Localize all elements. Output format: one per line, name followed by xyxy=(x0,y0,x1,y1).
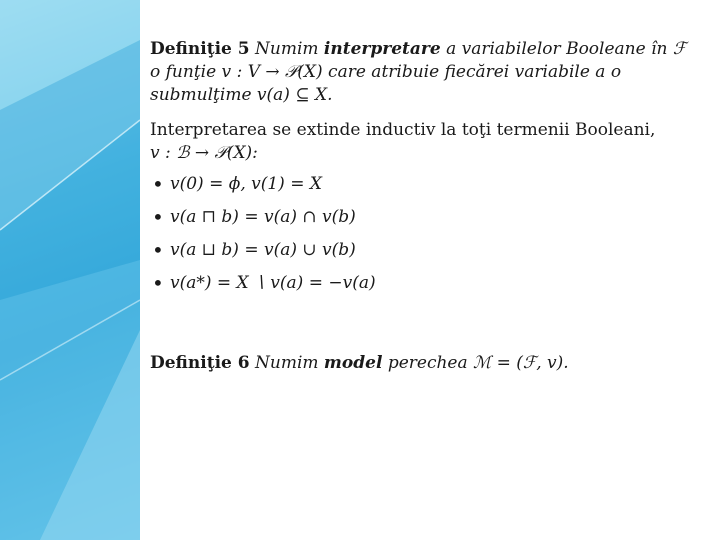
rule-list xyxy=(150,171,690,303)
definition-5-text-b: a variabilelor Booleane în ℱ o funţie v : V → 𝒫(X) care atribuie fiecărei variabile a o submulţime v(a) ⊆ X. xyxy=(150,39,687,105)
list-item: • v(a ⊔ b) = v(a) ∪ v(b) xyxy=(150,237,690,270)
extension-paragraph xyxy=(150,119,690,165)
definition-6-term: model xyxy=(323,353,383,373)
extension-line-2: v : ℬ → 𝒫(X): xyxy=(150,143,258,163)
list-item: • v(a*) = X ∖ v(a) = −v(a) xyxy=(150,270,690,303)
definition-5 xyxy=(150,38,690,107)
definition-6-text-a: Numim xyxy=(249,353,324,373)
list-item: • v(a ⊓ b) = v(a) ∩ v(b) xyxy=(150,204,690,237)
list-item: • v(0) = ϕ, v(1) = X xyxy=(150,171,690,204)
definition-6-text-b: perechea ℳ = (ℱ, v). xyxy=(382,353,569,373)
definition-5-text-a: Numim xyxy=(249,39,324,59)
slide-content xyxy=(150,38,690,303)
definition-6-label: Definiţie 6 xyxy=(150,353,250,373)
extension-line-1: Interpretarea se extinde inductiv la toţi termenii Booleani, xyxy=(150,120,656,140)
decorative-sidebar xyxy=(0,0,140,540)
definition-5-label: Definiţie 5 xyxy=(150,39,250,59)
sidebar-wave-shapes xyxy=(0,0,140,540)
definition-6 xyxy=(150,352,690,375)
definition-5-term: interpretare xyxy=(323,39,441,59)
